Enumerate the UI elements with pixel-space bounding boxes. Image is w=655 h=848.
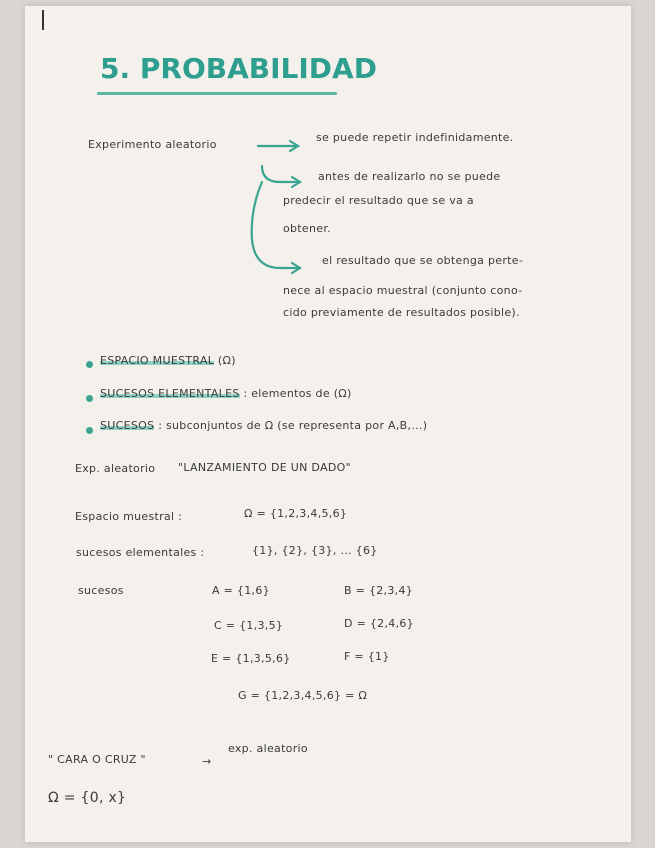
bullet-dot	[86, 427, 93, 434]
bullet-dot	[86, 395, 93, 402]
rule-2-line-2: predecir el resultado que se va a	[283, 194, 474, 207]
espacio-value: Ω = {1,2,3,4,5,6}	[244, 507, 348, 520]
bullet-term: SUCESOS ELEMENTALES	[100, 387, 240, 400]
bullet-term: SUCESOS	[100, 419, 155, 432]
bullet-dot	[86, 361, 93, 368]
suceso-e: E = {1,3,5,6}	[211, 652, 291, 665]
bullet-item	[100, 387, 352, 400]
suceso-g: G = {1,2,3,4,5,6} = Ω	[238, 689, 368, 702]
rule-1: se puede repetir indefinidamente.	[316, 131, 514, 144]
example-label: Exp. aleatorio	[75, 462, 156, 475]
bullet-item	[100, 419, 427, 432]
coin-omega: Ω = {0, x}	[48, 790, 127, 806]
espacio-label: Espacio muestral :	[75, 510, 183, 523]
suceso-b: B = {2,3,4}	[344, 584, 414, 597]
bullet-text: : subconjuntos de Ω (se representa por A,B,...)	[158, 419, 428, 432]
suceso-a: A = {1,6}	[212, 584, 270, 597]
bullet-term: ESPACIO MUESTRAL	[100, 354, 215, 367]
elementales-label: sucesos elementales :	[76, 546, 205, 559]
suceso-c: C = {1,3,5}	[214, 619, 284, 632]
page-title: 5. PROBABILIDAD	[100, 52, 377, 85]
sucesos-label: sucesos	[78, 584, 124, 597]
rule-3-line-1: el resultado que se obtenga perte-	[322, 254, 524, 267]
elementales-value: {1}, {2}, {3}, ... {6}	[252, 544, 378, 557]
rule-3-line-3: cido previamente de resultados posible).	[283, 306, 520, 319]
suceso-d: D = {2,4,6}	[344, 617, 414, 630]
rule-2-line-3: obtener.	[283, 222, 331, 235]
coin-label: " CARA O CRUZ "	[48, 753, 146, 766]
rule-2-line-1: antes de realizarlo no se puede	[318, 170, 501, 183]
coin-exp: exp. aleatorio	[228, 742, 308, 755]
bullet-text: : elementos de (Ω)	[243, 387, 352, 400]
coin-arrow: →	[202, 755, 212, 768]
example-title: "LANZAMIENTO DE UN DADO"	[178, 461, 351, 474]
rule-3-line-2: nece al espacio muestral (conjunto cono-	[283, 284, 523, 297]
experimento-label: Experimento aleatorio	[88, 138, 217, 151]
bullet-item	[100, 354, 236, 367]
suceso-f: F = {1}	[344, 650, 390, 663]
bullet-text: (Ω)	[217, 354, 236, 367]
